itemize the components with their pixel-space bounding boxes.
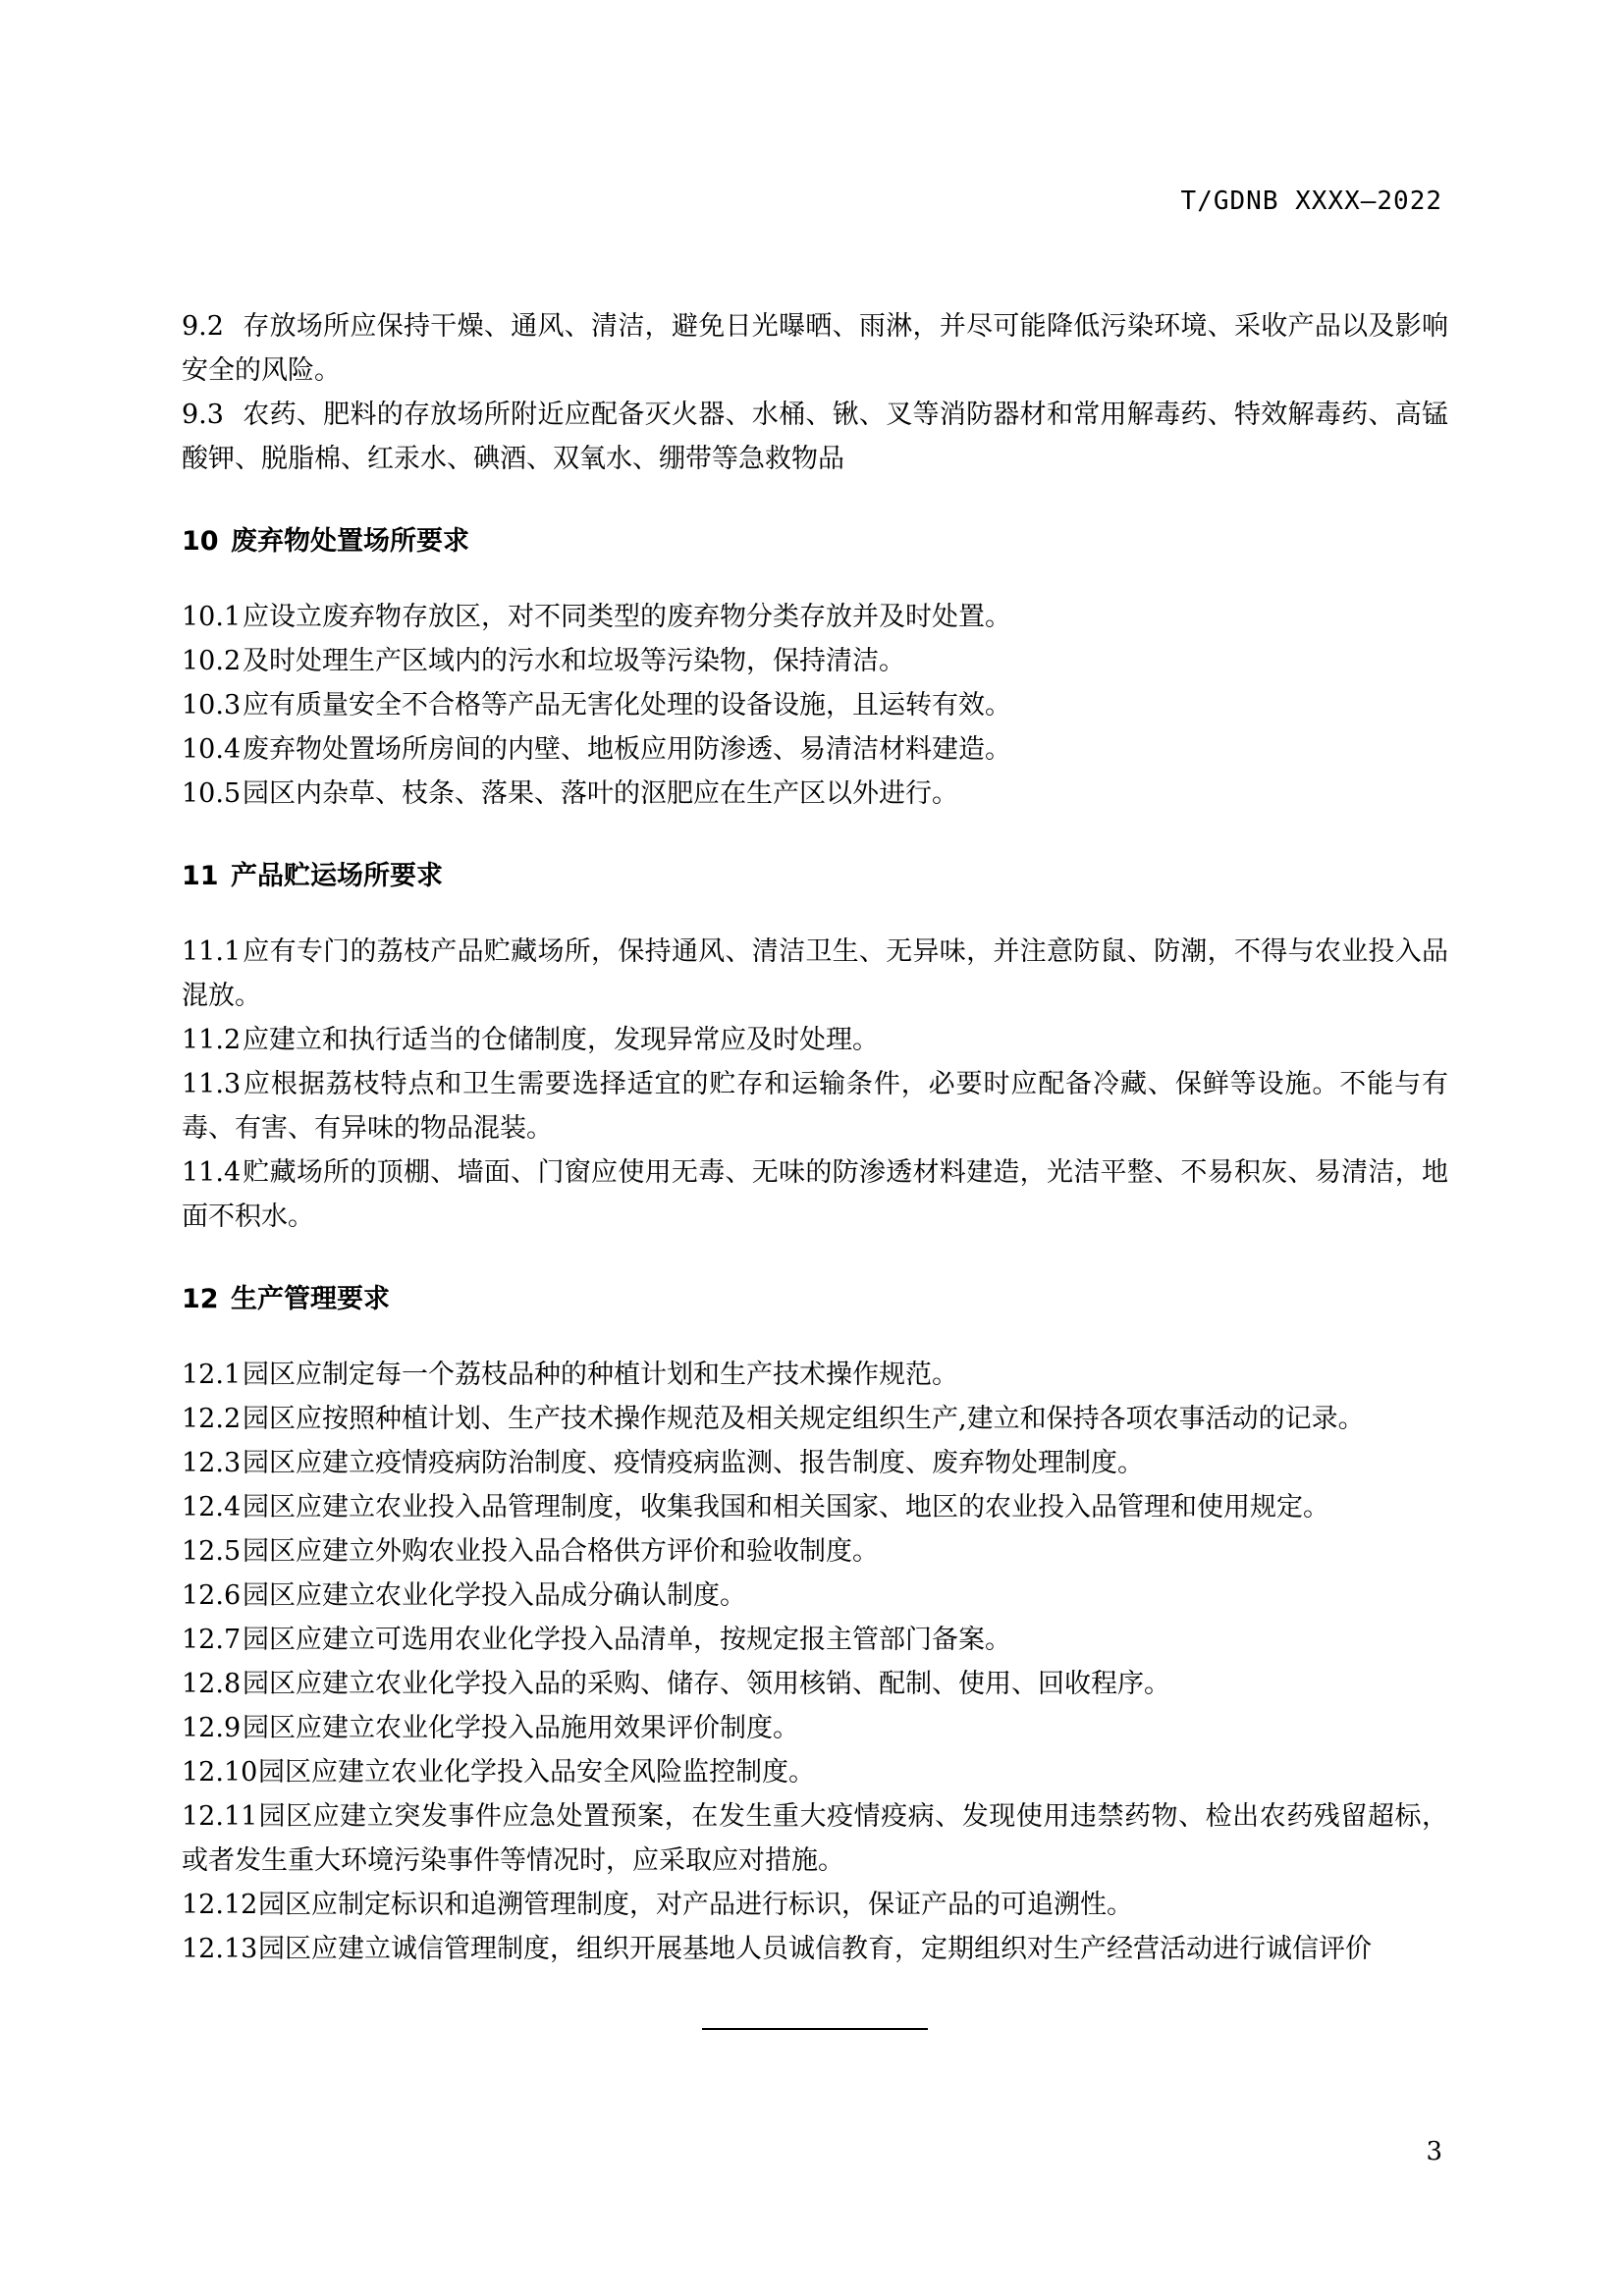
- clause-11-1: [182, 930, 1448, 1018]
- document-body: [182, 304, 1448, 2050]
- clause-12-7: [182, 1618, 1448, 1662]
- clause-10-5: [182, 772, 1448, 816]
- clause-12-1: [182, 1353, 1448, 1397]
- clause-number: 11.4: [182, 1157, 242, 1188]
- clause-group-12: [182, 1353, 1448, 1971]
- section-title-10: [182, 522, 1448, 561]
- clause-number: 10.4: [182, 734, 242, 765]
- clause-group-11: [182, 930, 1448, 1239]
- clause-text: 园区应建立农业投入品管理制度，收集我国和相关国家、地区的农业投入品管理和使用规定。: [243, 1492, 1329, 1522]
- clause-number: 11.2: [182, 1025, 242, 1055]
- clause-12-9: [182, 1706, 1448, 1750]
- clause-number: 10.1: [182, 602, 242, 632]
- clause-12-4: [182, 1485, 1448, 1529]
- clause-9-3: [182, 393, 1448, 481]
- clause-number: 12.11: [182, 1801, 258, 1832]
- clause-12-8: [182, 1662, 1448, 1706]
- clause-text: 贮藏场所的顶棚、墙面、门窗应使用无毒、无味的防渗透材料建造，光洁平整、不易积灰、易清洁，地面不积水。: [182, 1157, 1448, 1232]
- clause-number: 12.5: [182, 1536, 242, 1567]
- clause-text: 应建立和执行适当的仓储制度，发现异常应及时处理。: [243, 1025, 879, 1055]
- clause-number: 12.8: [182, 1669, 242, 1699]
- clause-number: 10.5: [182, 778, 242, 809]
- end-of-document-rule: [702, 2028, 928, 2030]
- clause-text: 应根据荔枝特点和卫生需要选择适宜的贮存和运输条件，必要时应配备冷藏、保鲜等设施。不能与有毒、有害、有异味的物品混装。: [182, 1069, 1448, 1144]
- clause-12-3: [182, 1441, 1448, 1485]
- clause-text: 园区应建立可选用农业化学投入品清单，按规定报主管部门备案。: [243, 1625, 1011, 1655]
- clause-text: 废弃物处置场所房间的内壁、地板应用防渗透、易清洁材料建造。: [243, 734, 1011, 765]
- clause-text: 园区应建立外购农业投入品合格供方评价和验收制度。: [243, 1536, 879, 1567]
- clause-number: 12.9: [182, 1713, 242, 1743]
- section-number: 12: [182, 1284, 219, 1314]
- clause-10-3: [182, 683, 1448, 727]
- clause-number: 9.2: [182, 311, 224, 342]
- section-heading-12: [182, 1280, 1448, 1319]
- clause-number: 12.12: [182, 1890, 258, 1920]
- clause-text: 园区应制定每一个荔枝品种的种植计划和生产技术操作规范。: [243, 1360, 958, 1390]
- clause-number: 9.3: [182, 400, 224, 430]
- end-rule-container: [182, 1971, 1448, 2050]
- clause-text: 园区应建立农业化学投入品成分确认制度。: [243, 1580, 746, 1611]
- clause-number: 12.2: [182, 1404, 242, 1434]
- clause-12-11: [182, 1794, 1448, 1883]
- clause-number: 12.7: [182, 1625, 242, 1655]
- clause-11-2: [182, 1018, 1448, 1062]
- clause-10-1: [182, 595, 1448, 639]
- clause-12-13: [182, 1927, 1448, 1971]
- clause-12-10: [182, 1750, 1448, 1794]
- section-label: 产品贮运场所要求: [231, 861, 443, 891]
- clause-text: 应有专门的荔枝产品贮藏场所，保持通风、清洁卫生、无异味，并注意防鼠、防潮，不得与农业投入品混放。: [182, 936, 1448, 1011]
- clause-group-10: [182, 595, 1448, 816]
- page-header: T/GDNB XXXX—2022: [1180, 187, 1442, 216]
- clause-text: 农药、肥料的存放场所附近应配备灭火器、水桶、锹、叉等消防器材和常用解毒药、特效解毒药、高锰酸钾、脱脂棉、红汞水、碘酒、双氧水、绷带等急救物品: [182, 400, 1448, 474]
- clause-text: 及时处理生产区域内的污水和垃圾等污染物，保持清洁。: [243, 646, 905, 676]
- clause-text: 园区应建立农业化学投入品的采购、储存、领用核销、配制、使用、回收程序。: [243, 1669, 1170, 1699]
- clause-number: 12.4: [182, 1492, 242, 1522]
- clause-text: 园区应建立农业化学投入品安全风险监控制度。: [258, 1757, 815, 1788]
- section-heading-11: [182, 857, 1448, 896]
- clause-number: 10.2: [182, 646, 242, 676]
- clause-number: 12.6: [182, 1580, 242, 1611]
- clause-11-3: [182, 1062, 1448, 1150]
- clause-number: 11.1: [182, 936, 242, 967]
- clause-number: 12.3: [182, 1448, 242, 1478]
- clause-number: 12.13: [182, 1934, 258, 1964]
- clause-12-5: [182, 1529, 1448, 1574]
- clause-text: 园区内杂草、枝条、落果、落叶的沤肥应在生产区以外进行。: [243, 778, 958, 809]
- clause-number: 10.3: [182, 690, 242, 721]
- clause-text: 园区应建立突发事件应急处置预案，在发生重大疫情疫病、发现使用违禁药物、检出农药残留超标，或者发生重大环境污染事件等情况时，应采取应对措施。: [182, 1801, 1448, 1876]
- section-title-12: [182, 1280, 1448, 1319]
- clause-number: 12.10: [182, 1757, 258, 1788]
- clause-11-4: [182, 1150, 1448, 1239]
- clause-text: 园区应按照种植计划、生产技术操作规范及相关规定组织生产,建立和保持各项农事活动的记录。: [243, 1404, 1365, 1434]
- clause-text: 应设立废弃物存放区，对不同类型的废弃物分类存放并及时处置。: [243, 602, 1011, 632]
- clause-12-6: [182, 1574, 1448, 1618]
- section-title-11: [182, 857, 1448, 896]
- clause-12-12: [182, 1883, 1448, 1927]
- clause-number: 11.3: [182, 1069, 242, 1099]
- clause-12-2: [182, 1397, 1448, 1441]
- clause-number: 12.1: [182, 1360, 242, 1390]
- section-heading-10: [182, 522, 1448, 561]
- clause-text: 园区应建立农业化学投入品施用效果评价制度。: [243, 1713, 799, 1743]
- section-label: 生产管理要求: [231, 1284, 390, 1314]
- clause-group-9: [182, 304, 1448, 481]
- clause-10-4: [182, 727, 1448, 772]
- clause-9-2: [182, 304, 1448, 393]
- page-number: 3: [1426, 2137, 1442, 2166]
- clause-text: 应有质量安全不合格等产品无害化处理的设备设施，且运转有效。: [243, 690, 1011, 721]
- clause-text: 园区应建立疫情疫病防治制度、疫情疫病监测、报告制度、废弃物处理制度。: [243, 1448, 1144, 1478]
- section-number: 10: [182, 526, 219, 557]
- clause-10-2: [182, 639, 1448, 683]
- clause-text: 存放场所应保持干燥、通风、清洁，避免日光曝晒、雨淋，并尽可能降低污染环境、采收产品以及影响安全的风险。: [182, 311, 1448, 386]
- clause-text: 园区应制定标识和追溯管理制度，对产品进行标识，保证产品的可追溯性。: [258, 1890, 1133, 1920]
- section-number: 11: [182, 861, 219, 891]
- section-label: 废弃物处置场所要求: [231, 526, 469, 557]
- clause-text: 园区应建立诚信管理制度，组织开展基地人员诚信教育，定期组织对生产经营活动进行诚信评价: [258, 1934, 1372, 1964]
